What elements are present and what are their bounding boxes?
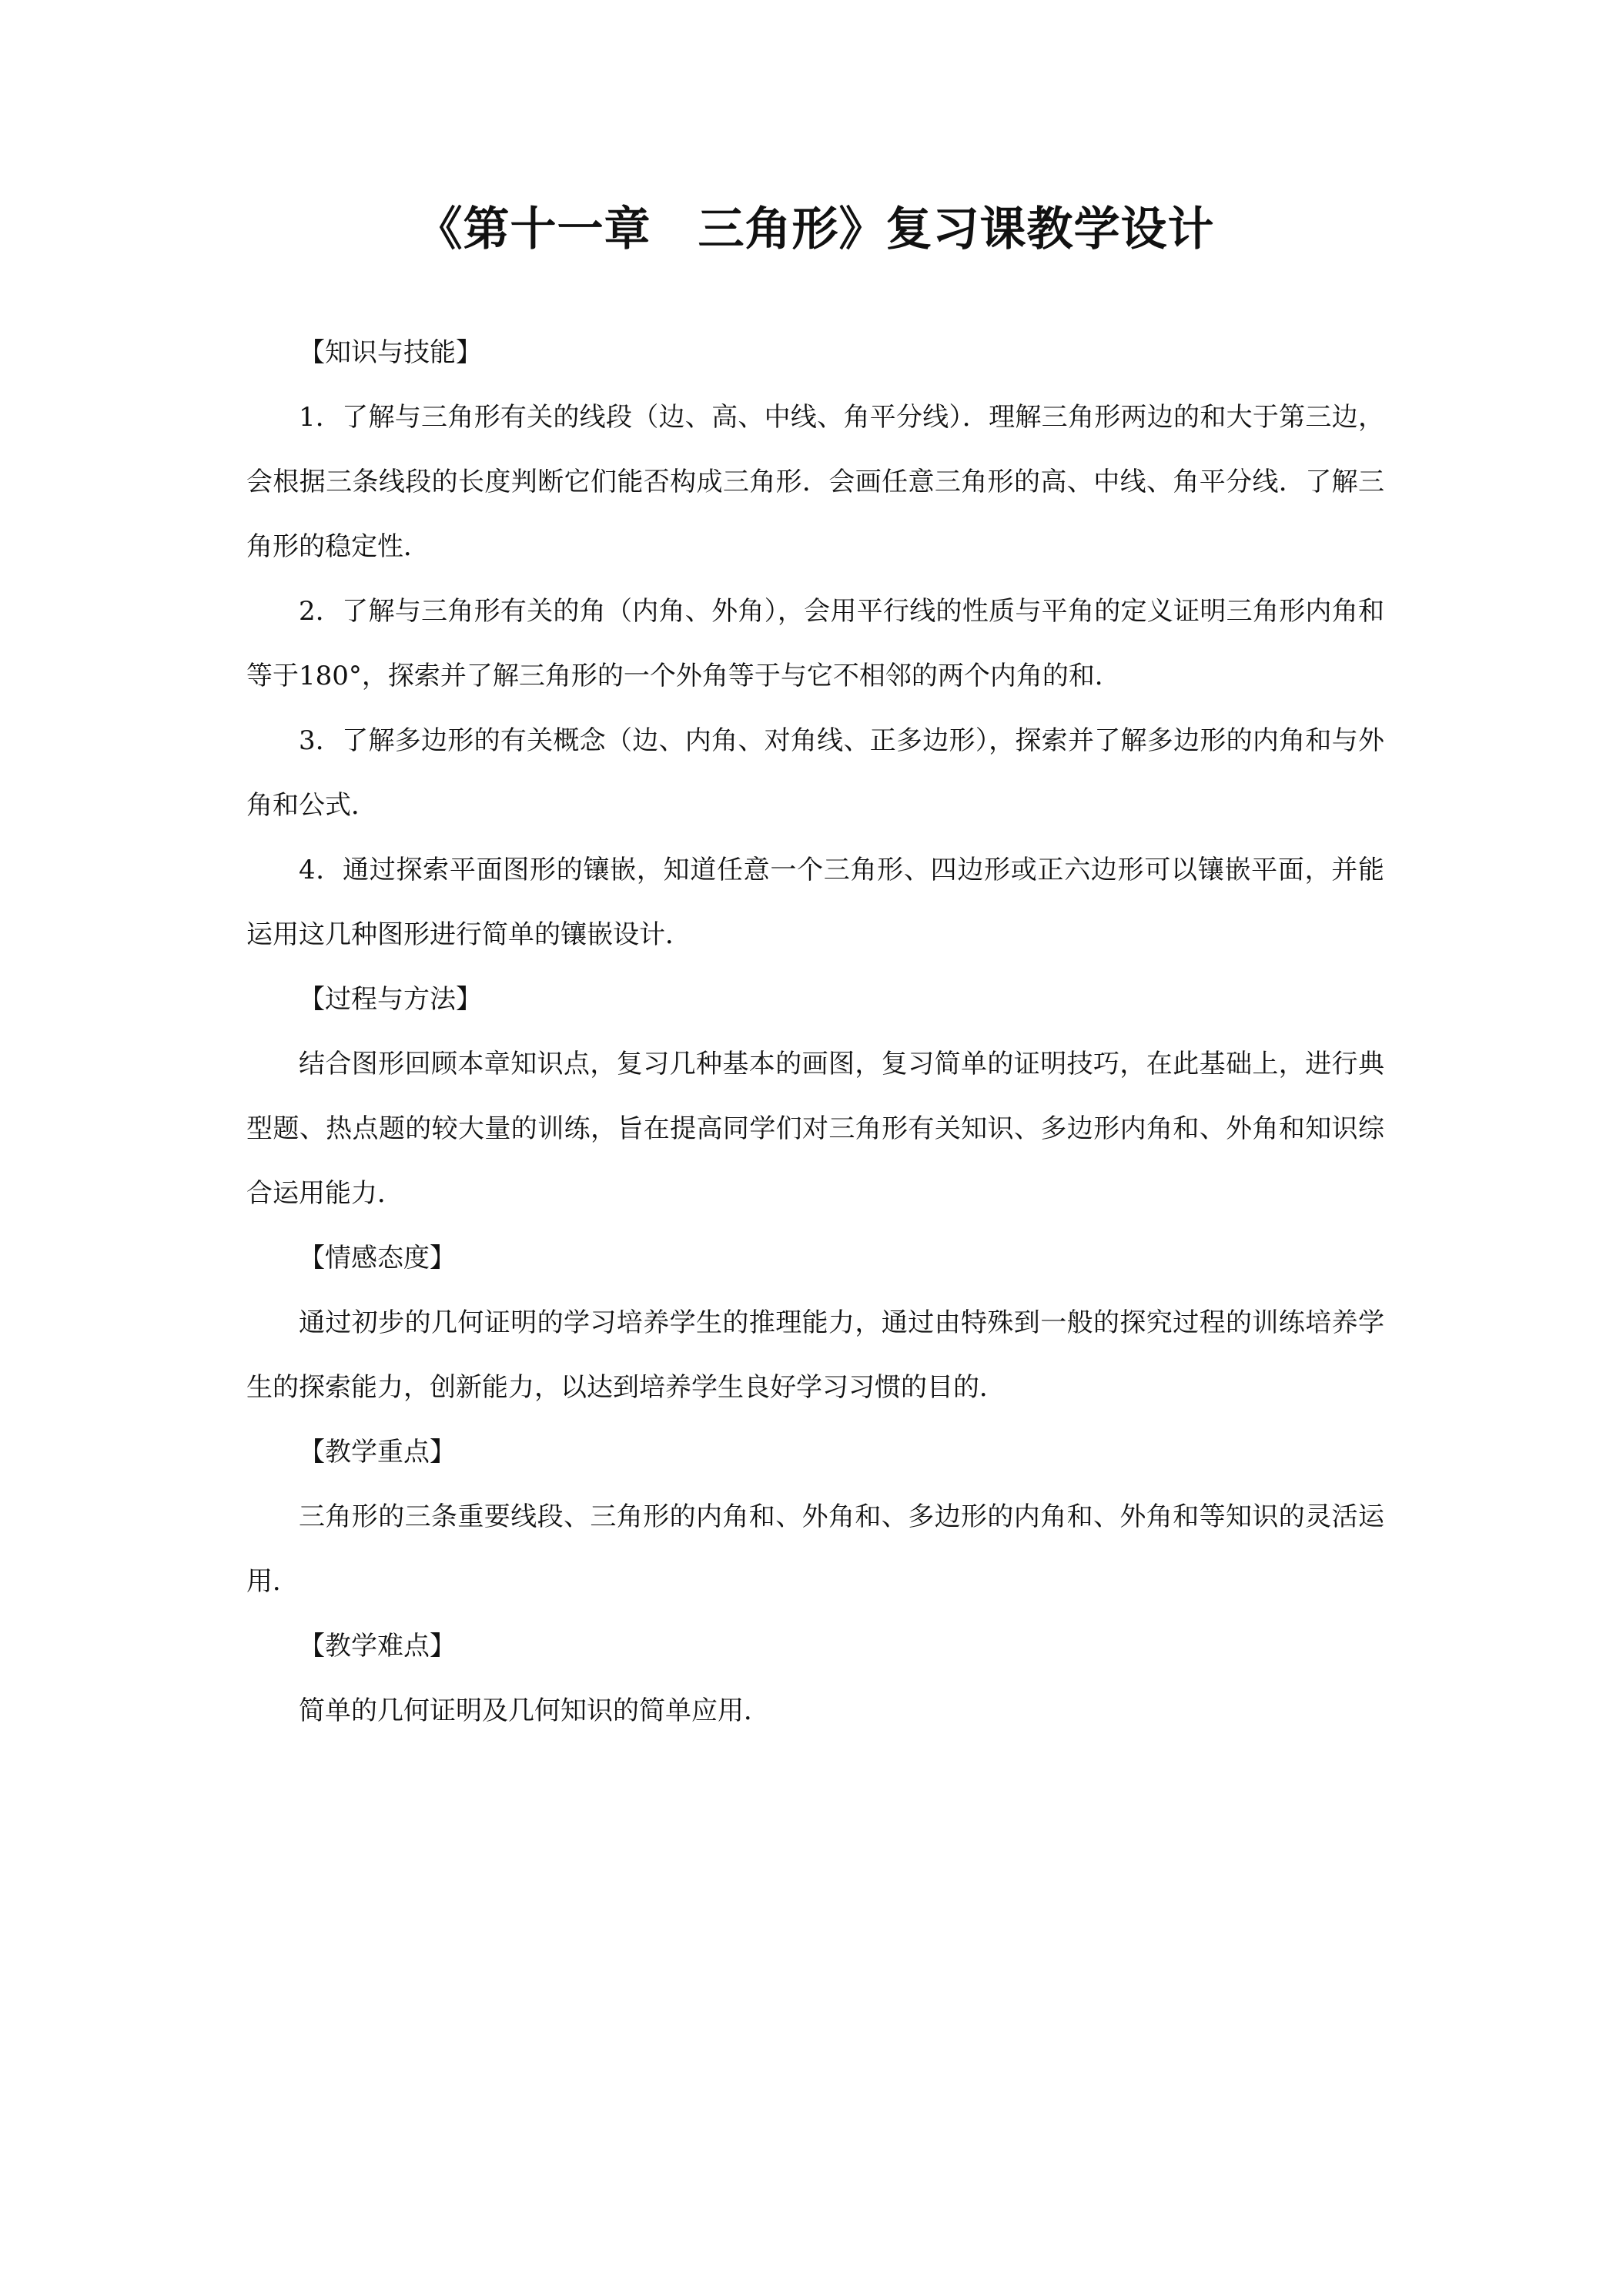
paragraph-process-methods: 结合图形回顾本章知识点，复习几种基本的画图，复习简单的证明技巧，在此基础上，进行典型题、热点题的较大量的训练，旨在提高同学们对三角形有关知识、多边形内角和、外角和知识综合运用能力． xyxy=(246,1049,1384,1209)
section-knowledge-skills xyxy=(246,320,1384,967)
paragraph-knowledge-4: 4．通过探索平面图形的镶嵌，知道任意一个三角形、四边形或正六边形可以镶嵌平面，并能运用这几种图形进行简单的镶嵌设计． xyxy=(246,855,1384,950)
paragraph-teaching-difficulty: 简单的几何证明及几何知识的简单应用． xyxy=(299,1695,770,1726)
paragraph-knowledge-2: 2．了解与三角形有关的角（内角、外角），会用平行线的性质与平角的定义证明三角形内角和等于180°，探索并了解三角形的一个外角等于与它不相邻的两个内角的和． xyxy=(246,596,1384,691)
paragraph-teaching-focus: 三角形的三条重要线段、三角形的内角和、外角和、多边形的内角和、外角和等知识的灵活运用． xyxy=(246,1501,1384,1597)
section-emotional-attitude xyxy=(246,1226,1384,1420)
document-title: 《第十一章 三角形》复习课教学设计 xyxy=(416,202,1215,256)
section-heading-knowledge-skills: 【知识与技能】 xyxy=(299,337,482,368)
paragraph-emotional-attitude: 通过初步的几何证明的学习培养学生的推理能力，通过由特殊到一般的探究过程的训练培养学生的探索能力，创新能力，以达到培养学生良好学习习惯的目的． xyxy=(246,1307,1384,1403)
document-content xyxy=(246,199,1384,1743)
section-teaching-focus xyxy=(246,1420,1384,1614)
paragraph-knowledge-3: 3．了解多边形的有关概念（边、内角、对角线、正多边形），探索并了解多边形的内角和与外角和公式． xyxy=(246,725,1384,821)
section-heading-teaching-focus: 【教学重点】 xyxy=(299,1437,456,1468)
section-process-methods xyxy=(246,967,1384,1226)
section-heading-teaching-difficulty: 【教学难点】 xyxy=(299,1631,456,1662)
paragraph-knowledge-1: 1．了解与三角形有关的线段（边、高、中线、角平分线）．理解三角形两边的和大于第三边，会根据三条线段的长度判断它们能否构成三角形．会画任意三角形的高、中线、角平分线．了解三角形的稳定性． xyxy=(246,402,1384,562)
section-teaching-difficulty xyxy=(246,1614,1384,1743)
section-heading-process-methods: 【过程与方法】 xyxy=(299,984,482,1015)
section-heading-emotional-attitude: 【情感态度】 xyxy=(299,1243,456,1274)
